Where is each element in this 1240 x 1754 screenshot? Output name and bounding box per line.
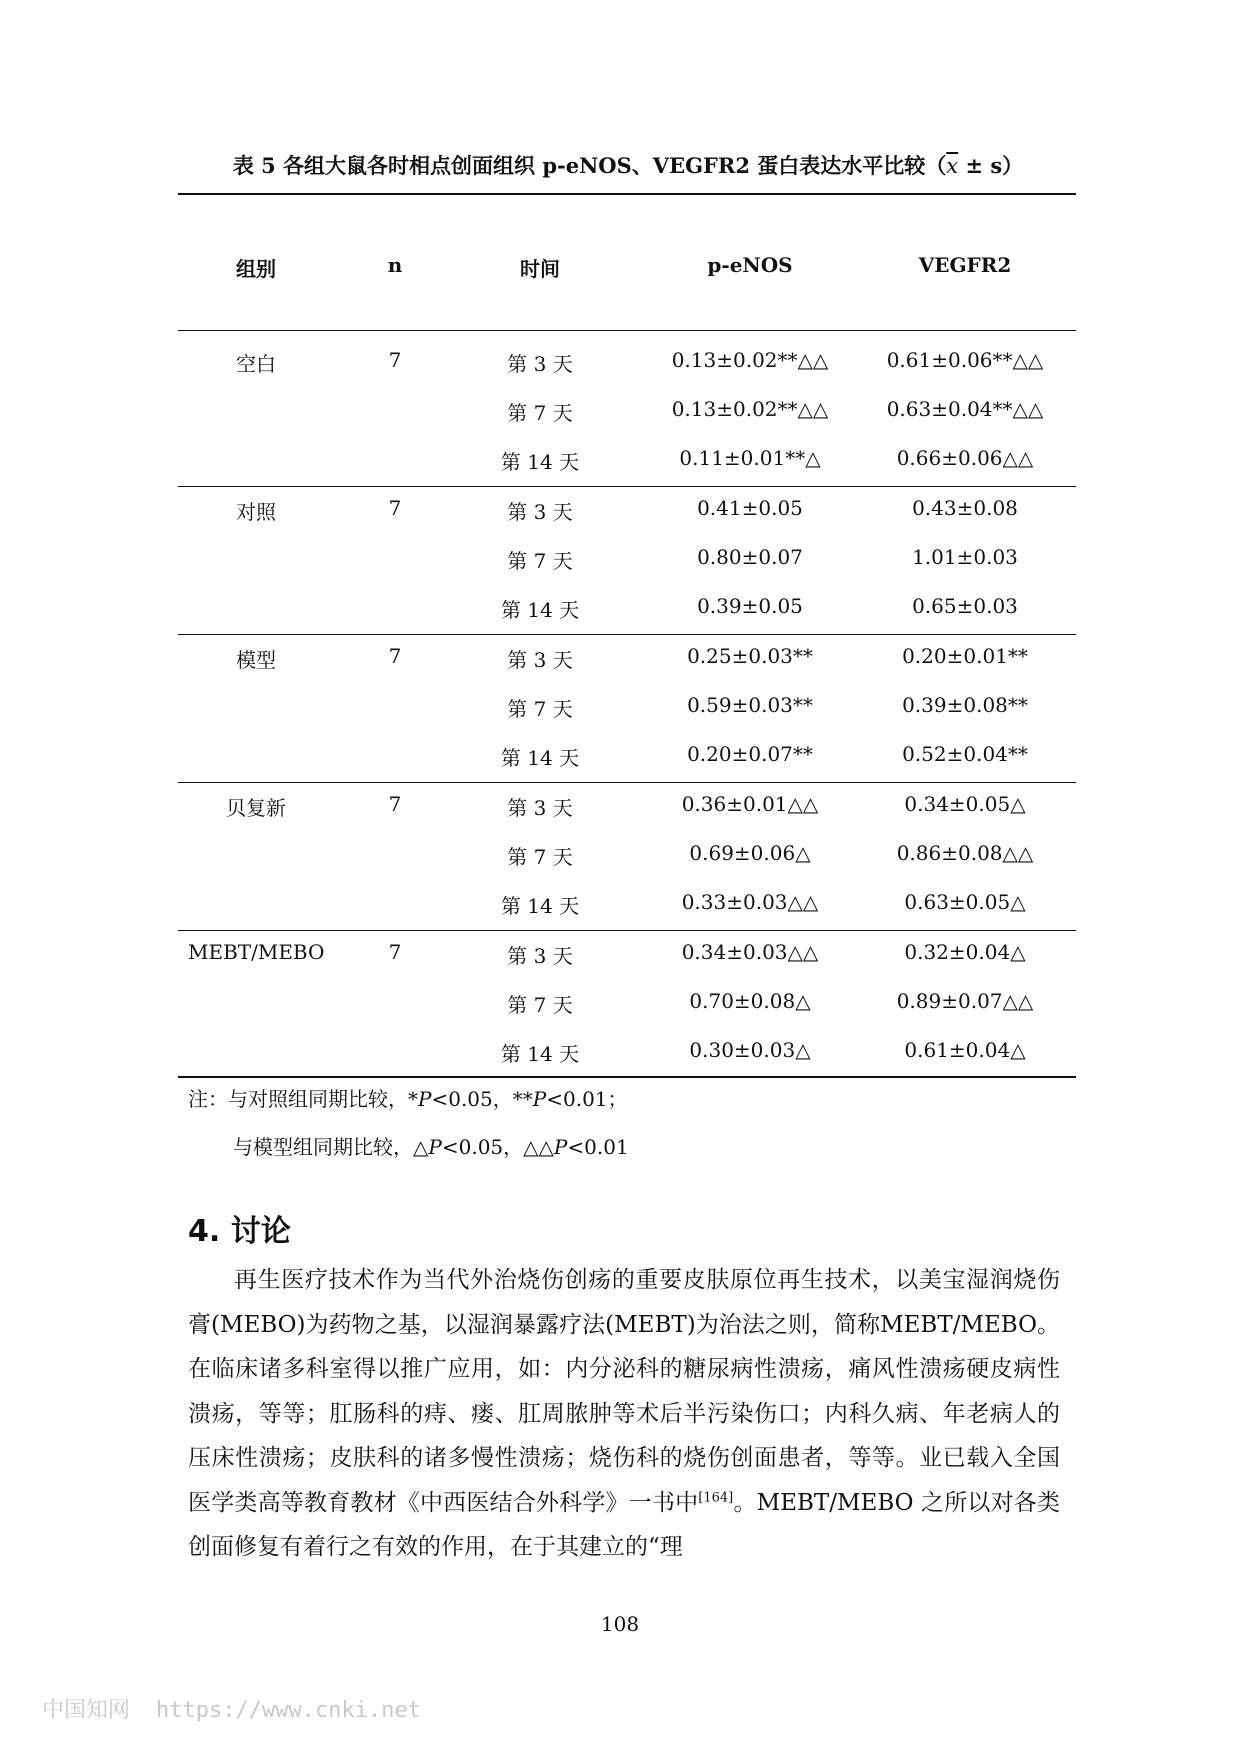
vegfr2-cell: 0.34±0.05△ <box>904 792 1026 816</box>
citation[interactable]: [164] <box>698 1489 734 1505</box>
vegfr2-cell: 0.61±0.04△ <box>904 1038 1026 1062</box>
time-cell: 第 14 天 <box>500 894 580 918</box>
group-name: 模型 <box>236 648 276 672</box>
caption-prefix: 表 5 各组大鼠各时相点创面组织 p-eNOS、VEGFR2 蛋白表达水平比较（ <box>232 153 947 178</box>
vegfr2-cell: 0.32±0.04△ <box>904 940 1026 964</box>
time-cell: 第 14 天 <box>500 450 580 474</box>
time-cell: 第 7 天 <box>507 993 573 1017</box>
group-n: 7 <box>388 348 402 372</box>
watermark-url: https://www.cnki.net <box>156 1698 421 1723</box>
group-n: 7 <box>388 940 402 964</box>
vegfr2-cell: 0.63±0.05△ <box>904 890 1026 914</box>
p-enos-cell: 0.33±0.03△△ <box>681 890 819 914</box>
group-separator-rule <box>178 782 1076 783</box>
group-name: MEBT/MEBO <box>188 940 325 964</box>
header-p-enos: p-eNOS <box>707 253 793 277</box>
vegfr2-cell: 0.66±0.06△△ <box>896 446 1034 470</box>
p-enos-cell: 0.41±0.05 <box>697 496 803 520</box>
table-caption <box>178 150 1078 180</box>
time-cell: 第 14 天 <box>500 746 580 770</box>
p-enos-cell: 0.36±0.01△△ <box>681 792 819 816</box>
time-cell: 第 3 天 <box>507 648 573 672</box>
section-heading: 4. 讨论 <box>188 1214 291 1249</box>
table-bottom-rule <box>178 1076 1076 1078</box>
vegfr2-cell: 0.20±0.01** <box>902 644 1028 668</box>
caption-mean-symbol: $\overline{x}$ <box>946 154 959 178</box>
group-n: 7 <box>388 496 402 520</box>
p-enos-cell: 0.25±0.03** <box>687 644 813 668</box>
group-name: 贝复新 <box>226 796 286 820</box>
header-n: n <box>387 253 403 277</box>
vegfr2-cell: 0.65±0.03 <box>912 594 1018 618</box>
p-enos-cell: 0.59±0.03** <box>687 693 813 717</box>
vegfr2-cell: 0.39±0.08** <box>902 693 1028 717</box>
discussion-paragraph: 再生医疗技术作为当代外治烧伤创疡的重要皮肤原位再生技术，以美宝湿润烧伤膏(MEBO)为药物之基，以湿润暴露疗法(MEBT)为治法之则，简称MEBT/MEBO。在临床诸多科室得以推广应用，如：内分泌科的糖尿病性溃疡，痛风性溃疡硬皮病性溃疡，等等；肛肠科的痔、瘘、肛周脓肿等术后半污染伤口；内科久病、年老病人的压床性溃疡；皮肤科的诸多慢性溃疡；烧伤科的烧伤创面患者，等等。业已载入全国医学类高等教育教材《中西医结合外科学》一书中[164]。MEBT/MEBO 之所以对各类创面修复有着行之有效的作用，在于其建立的“理 <box>188 1267 1060 1560</box>
watermark-site: 中国知网 <box>42 1698 131 1723</box>
group-name: 空白 <box>236 352 276 376</box>
p-enos-cell: 0.13±0.02**△△ <box>671 397 829 421</box>
p-enos-cell: 0.69±0.06△ <box>689 841 811 865</box>
vegfr2-cell: 0.52±0.04** <box>902 742 1028 766</box>
time-cell: 第 7 天 <box>507 401 573 425</box>
group-separator-rule <box>178 634 1076 635</box>
table-top-rule <box>178 193 1076 195</box>
vegfr2-cell: 0.89±0.07△△ <box>896 989 1034 1013</box>
time-cell: 第 14 天 <box>500 598 580 622</box>
time-cell: 第 7 天 <box>507 697 573 721</box>
caption-suffix: ± s） <box>958 153 1024 178</box>
p-enos-cell: 0.13±0.02**△△ <box>671 348 829 372</box>
vegfr2-cell: 0.61±0.06**△△ <box>886 348 1044 372</box>
group-name: 对照 <box>236 500 276 524</box>
time-cell: 第 14 天 <box>500 1042 580 1066</box>
group-n: 7 <box>388 792 402 816</box>
time-cell: 第 3 天 <box>507 500 573 524</box>
vegfr2-cell: 0.63±0.04**△△ <box>886 397 1044 421</box>
table-header-rule <box>178 330 1076 331</box>
p-enos-cell: 0.34±0.03△△ <box>681 940 819 964</box>
group-separator-rule <box>178 486 1076 487</box>
page-number: 108 <box>600 1612 640 1636</box>
group-n: 7 <box>388 644 402 668</box>
p-enos-cell: 0.39±0.05 <box>697 594 803 618</box>
header-group: 组别 <box>236 257 276 281</box>
header-vegfr2: VEGFR2 <box>918 253 1012 277</box>
group-separator-rule <box>178 930 1076 931</box>
p-enos-cell: 0.70±0.08△ <box>689 989 811 1013</box>
table-note-line-1: 注：与对照组同期比较，*P<0.05，**P<0.01； <box>188 1087 628 1111</box>
table-note-line-2: 与模型组同期比较，△P<0.05，△△P<0.01 <box>233 1135 629 1159</box>
vegfr2-cell: 0.86±0.08△△ <box>896 841 1034 865</box>
vegfr2-cell: 0.43±0.08 <box>912 496 1018 520</box>
p-enos-cell: 0.30±0.03△ <box>689 1038 811 1062</box>
vegfr2-cell: 1.01±0.03 <box>912 545 1018 569</box>
p-enos-cell: 0.20±0.07** <box>687 742 813 766</box>
time-cell: 第 3 天 <box>507 796 573 820</box>
watermark <box>42 1693 421 1724</box>
time-cell: 第 3 天 <box>507 352 573 376</box>
p-enos-cell: 0.80±0.07 <box>697 545 803 569</box>
p-enos-cell: 0.11±0.01**△ <box>679 446 821 470</box>
time-cell: 第 7 天 <box>507 845 573 869</box>
time-cell: 第 3 天 <box>507 944 573 968</box>
header-time: 时间 <box>520 257 560 281</box>
time-cell: 第 7 天 <box>507 549 573 573</box>
